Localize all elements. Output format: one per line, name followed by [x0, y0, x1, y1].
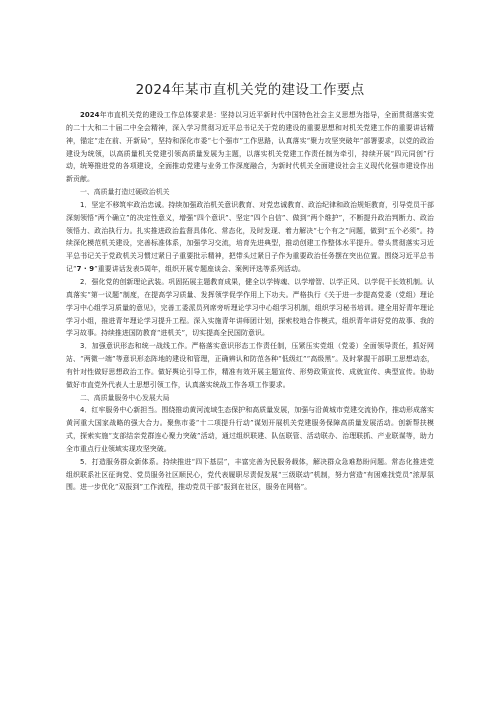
item-1 — [66, 199, 434, 276]
item-text: ．打造服务群众新体系。持续推进“四下基层”，丰富完善为民服务载体，解决群众急难愁盼问题。常态化推进党组织联系社区征询党、党员服务社区顺民心，党代表履职尽责促发展“三级联动”机制，努力营造“有困难找党员”浓厚氛围。进一步优化“双报到”工作流程，推动党员干部“报到在社区，服务在网格”。 — [66, 457, 434, 492]
item-number: 2 — [80, 277, 85, 286]
item-emphasis: 7 · 9 — [76, 265, 95, 274]
item-text: ．坚定不移筑牢政治忠诚。持续加强政治机关意识教育、对党忠诚教育、政治纪律和政治规矩教育，引导党员干部深刻领悟“两个确立”的决定性意义，增强“四个意识”、坚定“四个自信”、做到“两个维护”，不断提升政治判断力、政治领悟力、政治执行力。扎实推进政治监督具体化、常态化，及时发现、着力解决“七个有之”问题，做到“五个必须”。持续深化模范机关建设，完善标准体系，加强学习交流，培育先进典型，推动创建工作整体水平提升。带头贯彻落实习近平总书记关于党政机关习惯过紧日子重要批示精神，把带头过紧日子作为重要政治任务摆在突出位置。围绕习近平总书记“ — [66, 200, 435, 274]
item-4 — [66, 404, 434, 455]
item-2 — [66, 276, 434, 340]
section-heading-2: 二、高质量服务中心发展大局 — [80, 393, 170, 402]
intro-text: 年市直机关党的建设工作总体要求是：坚持以习近平新时代中国特色社会主义思想为指导，全面贯彻落实党的二十大和二十届二中全会精神，深入学习贯彻习近平总书记关于党的建设的重要思想和对机关党建工作的重要讲话精神，锚定“走在前、开新局”，坚持和深化市委“七个强市”工作思路，认真落实“聚力攻坚突破年”部署要求，以党的政治建设为统领，以高质量机关党建引领高质量发展为主题，以落实机关党建工作责任制为牵引，持续开展“四元同创”行动，统筹推进党的各项建设，全面推动党建与业务工作深度融合，为新时代机关全面建设社会主义现代化强市建设作出新贡献。 — [66, 111, 434, 184]
item-text: ．加强意识形态和统一战线工作。严格落实意识形态工作责任制，压紧压实党组（党委）全面领导责任，抓好网站、“两微一端”等意识形态阵地的建设和管理，正确辨认和防范各种“低级红”“高级黑”。及时掌握干部职工思想动态，有针对性做好思想政治工作。做好舆论引导工作，精准有效开展主题宣传、形势政策宣传、成就宣传、典型宣传。协助做好市直党外代表人士思想引领工作，认真落实统战工作各项工作要求。 — [66, 342, 434, 389]
item-number: 1 — [80, 200, 85, 209]
item-text: ．红牢服务中心新担当。围绕推动黄河流域生态保护和高质量发展，加强与沿黄城市党建交流协作，推动形成落实黄河重大国家战略的强大合力。聚焦市委“十二项提升行动”谋划开展机关党建服务保障高质量发展活动。创新帮扶模式，探索实施“支部结亲党群连心聚力突破”活动，通过组织联建、队伍联管、活动联办、治理联抓、产业联谋等，助力全市重点行业领域实现攻坚突破。 — [66, 406, 435, 453]
item-text: ．强化党的创新理论武装。巩固拓展主题教育成果，健全以学铸魂、以学增智、以学正风、以学促干长效机制。认真落实“第一议题”制度，在提高学习质量、发挥领学促学作用上下功夫。严格执行《关于进一步提高党委（党组）理论学习中心组学习质量的意见》，完善工委派员列席旁听理论学习中心组学习机制，组织学习秘书培训。建全用好青年理论学习小组，推进青年理论学习提升工程。深入实施青年讲师团计划，探索校地合作模式，组织青年讲好党的故事、我的学习故事。持续推进国防教育“进机关”，切实提高全民国防意识。 — [66, 277, 435, 338]
intro-year: 2024 — [80, 111, 100, 119]
section-heading-1: 一、高质量打造过硬政治机关 — [80, 188, 170, 197]
item-number: 4 — [80, 406, 85, 415]
item-5 — [66, 456, 434, 495]
intro-paragraph — [66, 109, 434, 186]
item-text-tail: ”重要讲话发表5周年，组织开展专题座谈会、案例评选等系列活动。 — [94, 265, 305, 274]
item-number: 3 — [80, 342, 85, 351]
item-3 — [66, 340, 434, 391]
document-title: 2024年某市直机关党的建设工作要点 — [135, 82, 365, 98]
item-number: 5 — [80, 457, 85, 466]
